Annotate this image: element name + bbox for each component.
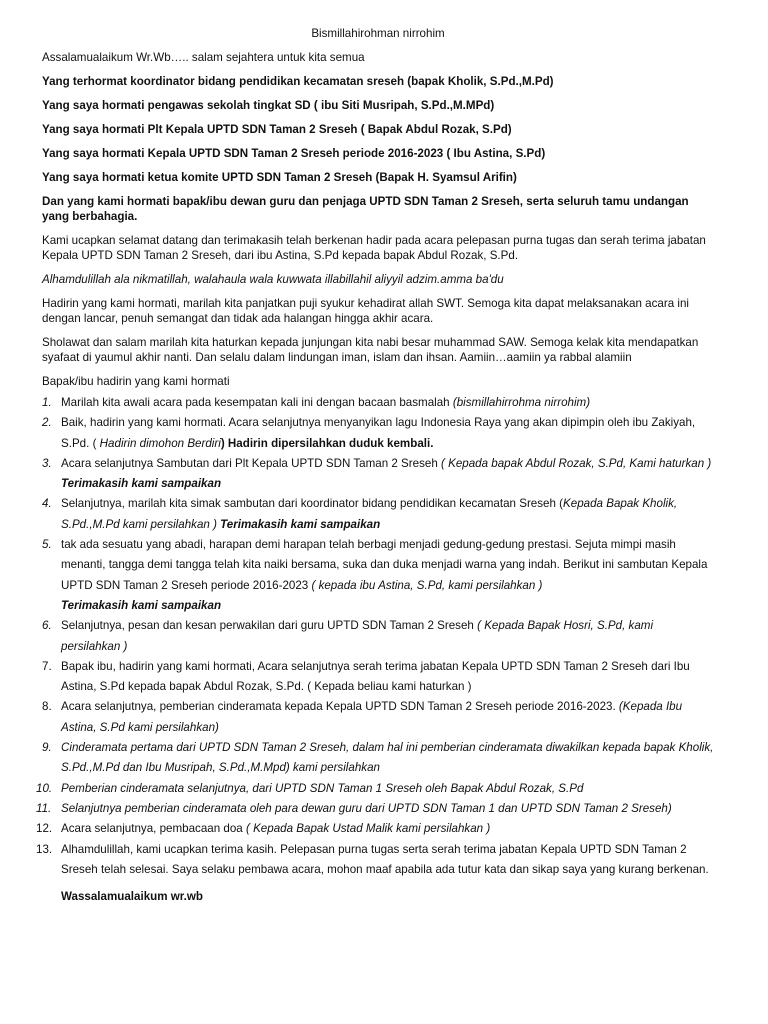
honorific-1: Yang terhormat koordinator bidang pendidikan kecamatan sreseh (bapak Kholik, S.Pd.,M.Pd) — [42, 75, 554, 88]
welcome-paragraph: Kami ucapkan selamat datang dan terimakasih telah berkenan hadir pada acara pelepasan purna tugas dan serah terima jabatan Kepala UPTD SDN Taman 2 Sreseh, dari ibu Astina, S.Pd kepada bapak Abdul Rozak, S.Pd. — [42, 234, 706, 262]
item-italic: Pemberian cinderamata selanjutnya, dari UPTD SDN Taman 1 Sreseh oleh Bapak Abdul Rozak, S.Pd — [61, 781, 584, 795]
sholawat-paragraph: Sholawat dan salam marilah kita haturkan kepada junjungan kita nabi besar muhammad SAW. Semoga kelak kita mendapatkan syafaat di yaumul akhir nanti. Dan selalu dalam lindungan iman, islam dan ihsan. Aamiin…aamiin ya rabbal alamiin — [42, 336, 699, 364]
closing-salutation: Wassalamualaikum wr.wb — [61, 890, 203, 904]
agenda-list — [36, 393, 714, 880]
address-paragraph: Bapak/ibu hadirin yang kami hormati — [42, 375, 230, 388]
item-italic: (Kepada Ibu Astina, S.Pd kami persilahkan) — [61, 700, 683, 734]
item-bold: ) Hadirin dipersilahkan duduk kembali. — [220, 436, 434, 450]
honorific-3: Yang saya hormati Plt Kepala UPTD SDN Taman 2 Sreseh ( Bapak Abdul Rozak, S.Pd) — [42, 123, 512, 136]
agenda-item-3 — [42, 454, 714, 495]
item-number: 7. — [42, 659, 52, 673]
item-text: Baik, hadirin yang kami hormati. Acara selanjutnya menyanyikan lagu Indonesia Raya yang akan dipimpin oleh ibu Zakiyah, S.Pd. ( — [61, 416, 696, 450]
item-italic: Selanjutnya pemberian cinderamata oleh para dewan guru dari UPTD SDN Taman 1 dan UPTD SDN Taman 2 Sreseh) — [61, 801, 672, 815]
item-number: 11. — [36, 801, 52, 815]
honorific-6: Dan yang kami hormati bapak/ibu dewan guru dan penjaga UPTD SDN Taman 2 Sreseh, serta seluruh tamu undangan yang berbahagia. — [42, 195, 689, 223]
item-text: tak ada sesuatu yang abadi, harapan demi harapan telah berbagi menjadi gedung-gedung prestasi. Sejuta mimpi masih menanti, tangga demi tangga telah kita naiki bersama, suka dan duka menjadi warna yang indah. Berikut ini sambutan Kepala UPTD SDN Taman 2 Sreseh periode 2016-2023 — [61, 538, 708, 592]
item-bold: Terimakasih kami sampaikan — [216, 517, 381, 531]
document-page — [36, 26, 714, 904]
item-bold: Terimakasih kami sampaikan — [61, 598, 222, 612]
item-italic: Hadirin dimohon Berdiri — [99, 436, 221, 450]
greeting: Assalamualaikum Wr.Wb….. salam sejahtera untuk kita semua — [42, 51, 365, 64]
item-text: Selanjutnya, pesan dan kesan perwakilan dari guru UPTD SDN Taman 2 Sreseh — [61, 619, 478, 633]
item-text: Acara selanjutnya Sambutan dari Plt Kepala UPTD SDN Taman 2 Sreseh — [61, 456, 441, 470]
item-number: 6. — [42, 619, 52, 633]
item-italic: ( Kepada bapak Abdul Rozak, S.Pd, Kami haturkan ) — [441, 456, 712, 470]
agenda-item-7 — [42, 657, 714, 698]
document-title: Bismillahirohman nirrohim — [311, 27, 445, 40]
agenda-item-10 — [36, 779, 714, 799]
item-number: 10. — [36, 781, 53, 795]
agenda-item-11 — [36, 799, 714, 819]
agenda-item-5 — [42, 535, 714, 616]
item-text: Acara selanjutnya, pemberian cinderamata kepada Kepala UPTD SDN Taman 2 Sreseh periode 2016-2023. — [61, 700, 619, 714]
item-italic: (bismillahirrohma nirrohim) — [452, 396, 591, 409]
item-italic: Cinderamata pertama dari UPTD SDN Taman 2 Sreseh, dalam hal ini pemberian cinderamata diwakilkan kepada bapak Kholik, S.Pd.,M.Pd dan Ibu Musripah, S.Pd.,M.Mpd) kami persilahkan — [61, 741, 714, 775]
agenda-item-1 — [42, 393, 714, 413]
agenda-item-13 — [36, 840, 714, 881]
honorific-4: Yang saya hormati Kepala UPTD SDN Taman 2 Sreseh periode 2016-2023 ( Ibu Astina, S.Pd) — [42, 147, 546, 160]
item-italic: ( Kepada Bapak Hosri, S.Pd, kami persilahkan ) — [61, 619, 654, 653]
item-number: 12. — [36, 822, 53, 836]
item-text: Acara selanjutnya, pembacaan doa — [61, 822, 246, 836]
item-italic: ( kepada ibu Astina, S.Pd, kami persilahkan ) — [311, 578, 543, 592]
item-number: 9. — [42, 741, 52, 755]
item-text: Marilah kita awali acara pada kesempatan kali ini dengan bacaan basmalah — [61, 396, 453, 409]
alhamdulillah-paragraph: Alhamdulillah ala nikmatillah, walahaula wala kuwwata illabillahil aliyyil adzim.amma ba'du — [42, 273, 504, 286]
item-text: Bapak ibu, hadirin yang kami hormati, Acara selanjutnya serah terima jabatan Kepala UPTD SDN Taman 2 Sreseh dari Ibu Astina, S.Pd kepada bapak Abdul Rozak, S.Pd. ( Kepada beliau kami haturkan ) — [61, 659, 690, 694]
item-number: 2. — [42, 416, 52, 430]
agenda-item-6 — [42, 616, 714, 657]
agenda-item-8 — [42, 697, 714, 738]
syukur-paragraph: Hadirin yang kami hormati, marilah kita panjatkan puji syukur kehadirat allah SWT. Semoga kita dapat melaksanakan acara ini dengan lancar, penuh semangat dan tidak ada halangan hingga akhir acara. — [42, 297, 689, 325]
item-text: Alhamdulillah, kami ucapkan terima kasih. Pelepasan purna tugas serta serah terima jabatan Kepala UPTD SDN Taman 2 Sreseh telah selesai. Saya selaku pembawa acara, mohon maaf apabila ada tutur kata dan sikap saya yang kurang berkenan. — [61, 842, 709, 876]
item-number: 8. — [42, 700, 52, 714]
item-italic: Kepada Bapak Kholik, S.Pd.,M.Pd kami persilahkan ) — [61, 497, 678, 531]
item-number: 5. — [42, 538, 52, 552]
honorific-5: Yang saya hormati ketua komite UPTD SDN Taman 2 Sreseh (Bapak H. Syamsul Arifin) — [42, 171, 517, 184]
honorific-2: Yang saya hormati pengawas sekolah tingkat SD ( ibu Siti Musripah, S.Pd.,M.MPd) — [42, 99, 495, 112]
agenda-item-9 — [42, 738, 714, 779]
item-text: Selanjutnya, marilah kita simak sambutan dari koordinator bidang pendidikan kecamatan Sreseh ( — [61, 497, 564, 511]
item-number: 3. — [42, 456, 52, 470]
item-number: 1. — [42, 396, 52, 409]
agenda-item-4 — [42, 494, 714, 535]
agenda-item-2 — [42, 413, 714, 454]
item-number: 13. — [36, 842, 53, 856]
item-italic: ( Kepada Bapak Ustad Malik kami persilahkan ) — [245, 822, 491, 836]
agenda-item-12 — [36, 819, 714, 839]
item-bold: Terimakasih kami sampaikan — [61, 477, 222, 491]
item-number: 4. — [42, 497, 52, 511]
